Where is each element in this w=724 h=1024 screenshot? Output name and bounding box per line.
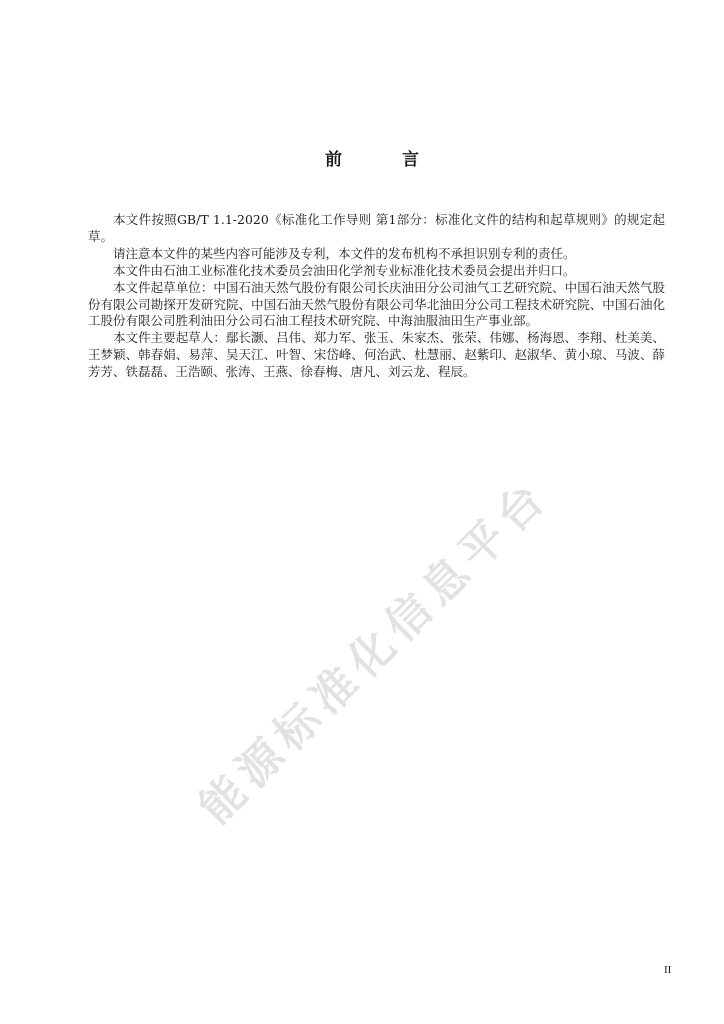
paragraph-drafting-basis: 本文件按照GB/T 1.1-2020《标准化工作导则 第1部分：标准化文件的结构和起草规则》的规定起草。 — [88, 212, 665, 244]
preface-title: 前言 — [325, 150, 479, 170]
preface-body — [88, 212, 665, 381]
watermark: 能源标准化信息平台 — [189, 469, 560, 834]
paragraph-patent-notice: 请注意本文件的某些内容可能涉及专利，本文件的发布机构不承担识别专利的责任。 — [113, 245, 576, 261]
paragraph-drafters: 本文件主要起草人：鄢长灏、吕伟、郑力军、张玉、朱家杰、张荣、伟娜、杨海恩、李翔、杜美美、王梦颖、韩春娟、易萍、吴天江、叶智、宋岱峰、何治武、杜慧丽、赵紫印、赵淑华、黄小琼、马波、薛芳芳、铁磊磊、王浩颐、张涛、王燕、徐春梅、唐凡、刘云龙、程辰。 — [88, 330, 665, 380]
paragraph-proposer: 本文件由石油工业标准化技术委员会油田化学剂专业标准化技术委员会提出并归口。 — [113, 262, 576, 278]
paragraph-drafting-organizations: 本文件起草单位：中国石油天然气股份有限公司长庆油田分公司油气工艺研究院、中国石油天然气股份有限公司勘探开发研究院、中国石油天然气股份有限公司华北油田分公司工程技术研究院、中国石油化工股份有限公司胜利油田分公司石油工程技术研究院、中海油服油田生产事业部。 — [88, 279, 665, 329]
page-number: II — [664, 964, 672, 976]
